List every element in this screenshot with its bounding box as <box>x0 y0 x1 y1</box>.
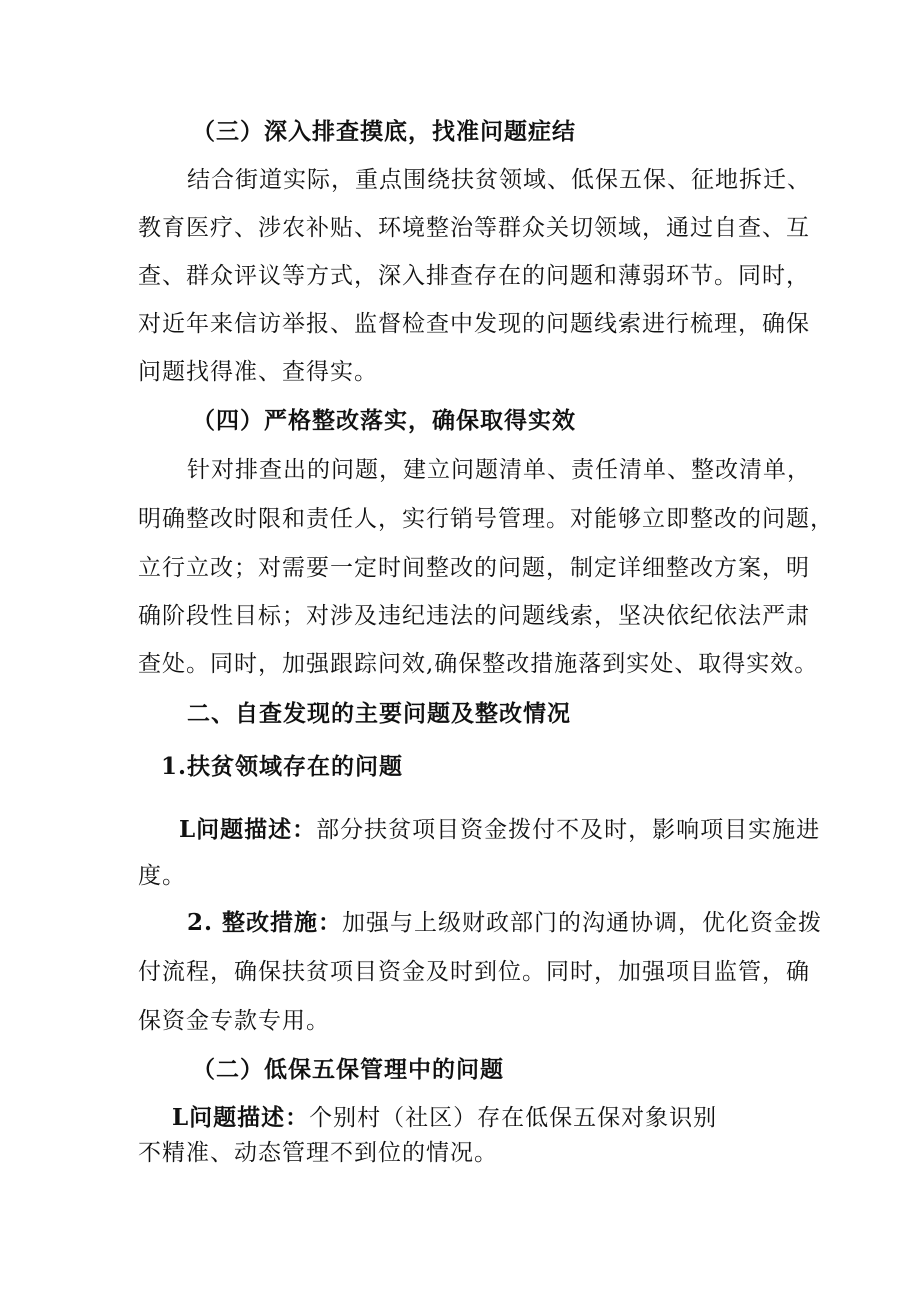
section-3-heading: （三）深入排查摸底，找准问题症结 <box>192 118 576 145</box>
section-3-line-4: 对近年来信访举报、监督检查中发现的问题线索进行梳理，确保 <box>138 311 810 337</box>
sub-1-desc-label: L问题描述： <box>179 816 317 843</box>
sub-2-heading: （二）低保五保管理中的问题 <box>192 1056 504 1083</box>
section-4-heading: （四）严格整改落实，确保取得实效 <box>192 407 576 434</box>
section-3-line-5: 问题找得准、查得实。 <box>138 359 378 385</box>
part-2-heading: 二、自查发现的主要问题及整改情况 <box>187 700 571 727</box>
sub-1-measure-text: 加强与上级财政部门的沟通协调，优化资金拨 <box>342 910 823 936</box>
section-3-line-1: 结合街道实际，重点围绕扶贫领域、低保五保、征地拆迁、 <box>187 167 811 193</box>
sub-2-desc-line-2: 不精准、动态管理不到位的情况。 <box>138 1140 498 1166</box>
sub-1-measure-line-1 <box>187 908 822 938</box>
section-4-line-5: 查处。同时，加强跟踪问效,确保整改措施落到实处、取得实效。 <box>138 651 819 677</box>
sub-2-desc-label: L问题描述： <box>172 1104 310 1131</box>
section-4-line-3: 立行立改；对需要一定时间整改的问题，制定详细整改方案，明 <box>138 555 810 581</box>
section-4-line-1: 针对排查出的问题，建立问题清单、责任清单、整改清单， <box>187 457 811 483</box>
section-4-line-2: 明确整改时限和责任人，实行销号管理。对能够立即整改的问题， <box>138 506 834 532</box>
sub-1-heading: 1.扶贫领域存在的问题 <box>161 753 404 780</box>
sub-1-measure-label: 2. 整改措施： <box>187 909 343 936</box>
sub-1-measure-line-3: 保资金专款专用。 <box>138 1008 330 1034</box>
sub-2-desc-line-1 <box>172 1103 717 1133</box>
section-4-line-4: 确阶段性目标；对涉及违纪违法的问题线索，坚决依纪依法严肃 <box>138 603 810 629</box>
sub-1-desc-text: 部分扶贫项目资金拨付不及时，影响项目实施进 <box>316 817 821 843</box>
sub-1-desc-line-2: 度。 <box>138 863 186 889</box>
sub-1-desc-line-1 <box>179 815 820 845</box>
sub-1-measure-line-2: 付流程，确保扶贫项目资金及时到位。同时，加强项目监管，确 <box>138 959 810 985</box>
sub-2-desc-text: 个别村（社区）存在低保五保对象识别 <box>309 1105 718 1131</box>
section-3-line-3: 查、群众评议等方式，深入排查存在的问题和薄弱环节。同时， <box>138 263 810 289</box>
section-3-line-2: 教育医疗、涉农补贴、环境整治等群众关切领域，通过自查、互 <box>138 215 810 241</box>
